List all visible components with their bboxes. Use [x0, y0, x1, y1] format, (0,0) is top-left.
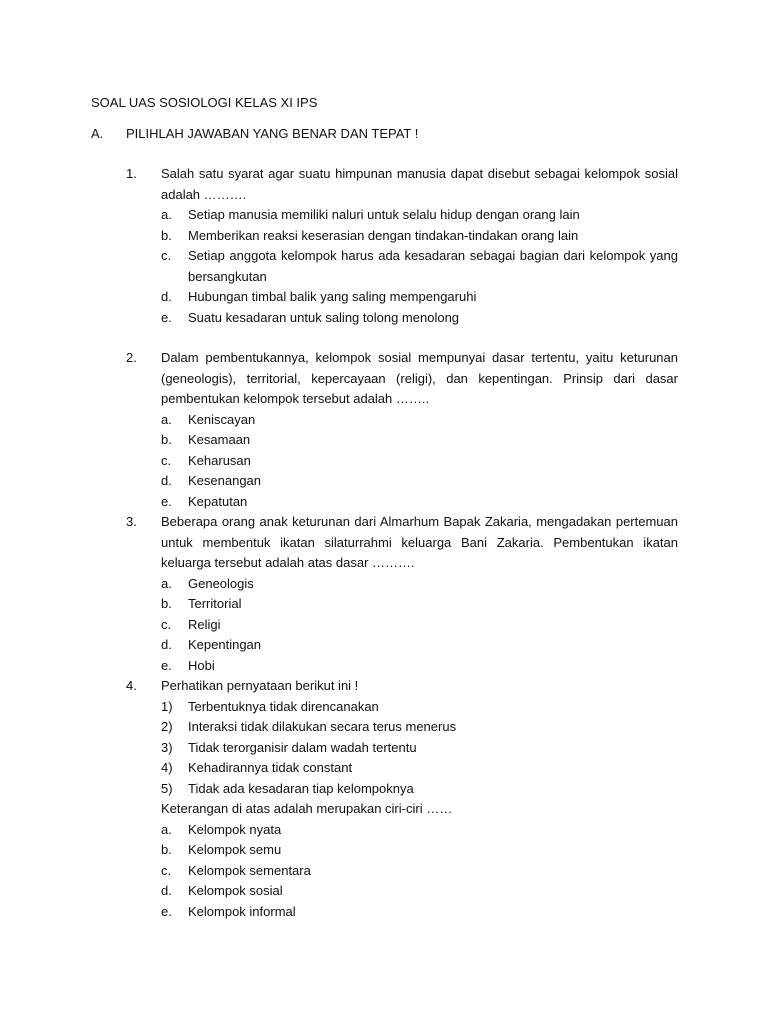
option-label: b.: [161, 432, 172, 447]
option-text: Territorial: [188, 596, 242, 611]
option-label: b.: [161, 596, 172, 611]
option-e: [161, 308, 678, 329]
option-text: Keniscayan: [188, 411, 256, 427]
option-b: [161, 840, 678, 861]
question-stem: Perhatikan pernyataan berikut ini !: [161, 678, 359, 693]
option-d: [161, 881, 678, 902]
option-c: [161, 246, 678, 287]
section-heading: [91, 124, 418, 144]
option-text: Kepatutan: [188, 493, 248, 509]
option-label: d.: [161, 289, 172, 304]
option-text: Kelompok sementara: [188, 862, 311, 878]
option-e: [161, 656, 678, 677]
option-text: Kelompok sosial: [188, 883, 283, 898]
statement-1: [161, 697, 678, 718]
option-label: e.: [161, 657, 172, 673]
statement-label: 2): [161, 719, 173, 734]
option-label: a.: [161, 575, 172, 591]
option-e: [161, 492, 678, 513]
statement-5: [161, 779, 678, 800]
option-text: Kesenangan: [188, 473, 262, 488]
option-c: [161, 861, 678, 882]
option-text: Kelompok nyata: [188, 821, 282, 837]
option-b: [161, 226, 678, 247]
statement-text: Tidak ada kesadaran tiap kelompoknya: [188, 780, 414, 796]
section-instruction: PILIHLAH JAWABAN YANG BENAR DAN TEPAT !: [126, 126, 419, 141]
question-number: 4.: [126, 678, 137, 693]
option-label: c.: [161, 452, 172, 468]
option-a: [161, 574, 678, 595]
option-text: Kepentingan: [188, 637, 262, 652]
option-label: a.: [161, 207, 172, 222]
option-c: [161, 451, 678, 472]
option-label: c.: [161, 248, 172, 263]
document-title: SOAL UAS SOSIOLOGI KELAS XI IPS: [91, 95, 318, 110]
statement-text: Terbentuknya tidak direncanakan: [188, 698, 379, 714]
statement-text: Interaksi tidak dilakukan secara terus menerus: [188, 719, 457, 734]
option-text: Suatu kesadaran untuk saling tolong menolong: [188, 309, 460, 325]
question-stem: Beberapa orang anak keturunan dari Almarhum Bapak Zakaria, mengadakan pertemuan untuk membentuk ikatan silaturrahmi keluarga Bani Zakaria. Pembentukan ikatan keluarga tersebut adalah atas dasar ……….: [161, 514, 678, 570]
option-label: a.: [161, 821, 172, 837]
question-stem: Dalam pembentukannya, kelompok sosial mempunyai dasar tertentu, yaitu keturunan (geneologis), territorial, kepercayaan (religi), dan kepentingan. Prinsip dari dasar pembentukan kelompok tersebut adalah ……..: [161, 350, 678, 406]
option-text: Geneologis: [188, 575, 254, 591]
option-label: e.: [161, 903, 172, 919]
statement-3: [161, 738, 678, 759]
statement-text: Kehadirannya tidak constant: [188, 760, 353, 775]
statement-text: Tidak terorganisir dalam wadah tertentu: [188, 739, 417, 755]
option-text: Setiap manusia memiliki naluri untuk selalu hidup dengan orang lain: [188, 207, 580, 222]
option-label: d.: [161, 883, 172, 898]
option-label: b.: [161, 227, 172, 243]
statement-label: 4): [161, 760, 173, 775]
option-text: Hobi: [188, 657, 215, 673]
question-3: [126, 512, 678, 676]
question-note: Keterangan di atas adalah merupakan ciri-ciri ……: [161, 801, 453, 816]
option-text: Kelompok semu: [188, 842, 282, 857]
question-4: [126, 676, 678, 922]
option-label: d.: [161, 473, 172, 488]
option-a: [161, 205, 678, 226]
option-label: e.: [161, 493, 172, 509]
option-text: Religi: [188, 616, 221, 632]
option-d: [161, 287, 678, 308]
option-d: [161, 471, 678, 492]
statement-4: [161, 758, 678, 779]
question-number: 1.: [126, 166, 137, 181]
option-label: a.: [161, 411, 172, 427]
option-label: c.: [161, 616, 172, 632]
option-b: [161, 594, 678, 615]
option-d: [161, 635, 678, 656]
statement-label: 5): [161, 780, 173, 796]
section-letter: A.: [91, 126, 104, 141]
question-stem: Salah satu syarat agar suatu himpunan manusia dapat disebut sebagai kelompok sosial adalah ……….: [161, 166, 678, 202]
option-label: d.: [161, 637, 172, 652]
option-label: b.: [161, 842, 172, 857]
option-text: Hubungan timbal balik yang saling mempengaruhi: [188, 289, 477, 304]
option-text: Keharusan: [188, 452, 251, 468]
option-text: Kesamaan: [188, 432, 251, 447]
option-a: [161, 410, 678, 431]
option-e: [161, 902, 678, 923]
option-text: Kelompok informal: [188, 903, 296, 919]
option-a: [161, 820, 678, 841]
option-b: [161, 430, 678, 451]
option-label: e.: [161, 309, 172, 325]
option-text: Memberikan reaksi keserasian dengan tindakan-tindakan orang lain: [188, 227, 579, 243]
question-1: [126, 164, 678, 328]
question-number: 2.: [126, 350, 137, 365]
option-text: Setiap anggota kelompok harus ada kesadaran sebagai bagian dari kelompok yang bersangkutan: [188, 248, 678, 284]
option-label: c.: [161, 862, 172, 878]
statement-label: 3): [161, 739, 173, 755]
question-2: [126, 348, 678, 512]
option-c: [161, 615, 678, 636]
question-number: 3.: [126, 514, 137, 529]
statement-label: 1): [161, 698, 173, 714]
statement-2: [161, 717, 678, 738]
